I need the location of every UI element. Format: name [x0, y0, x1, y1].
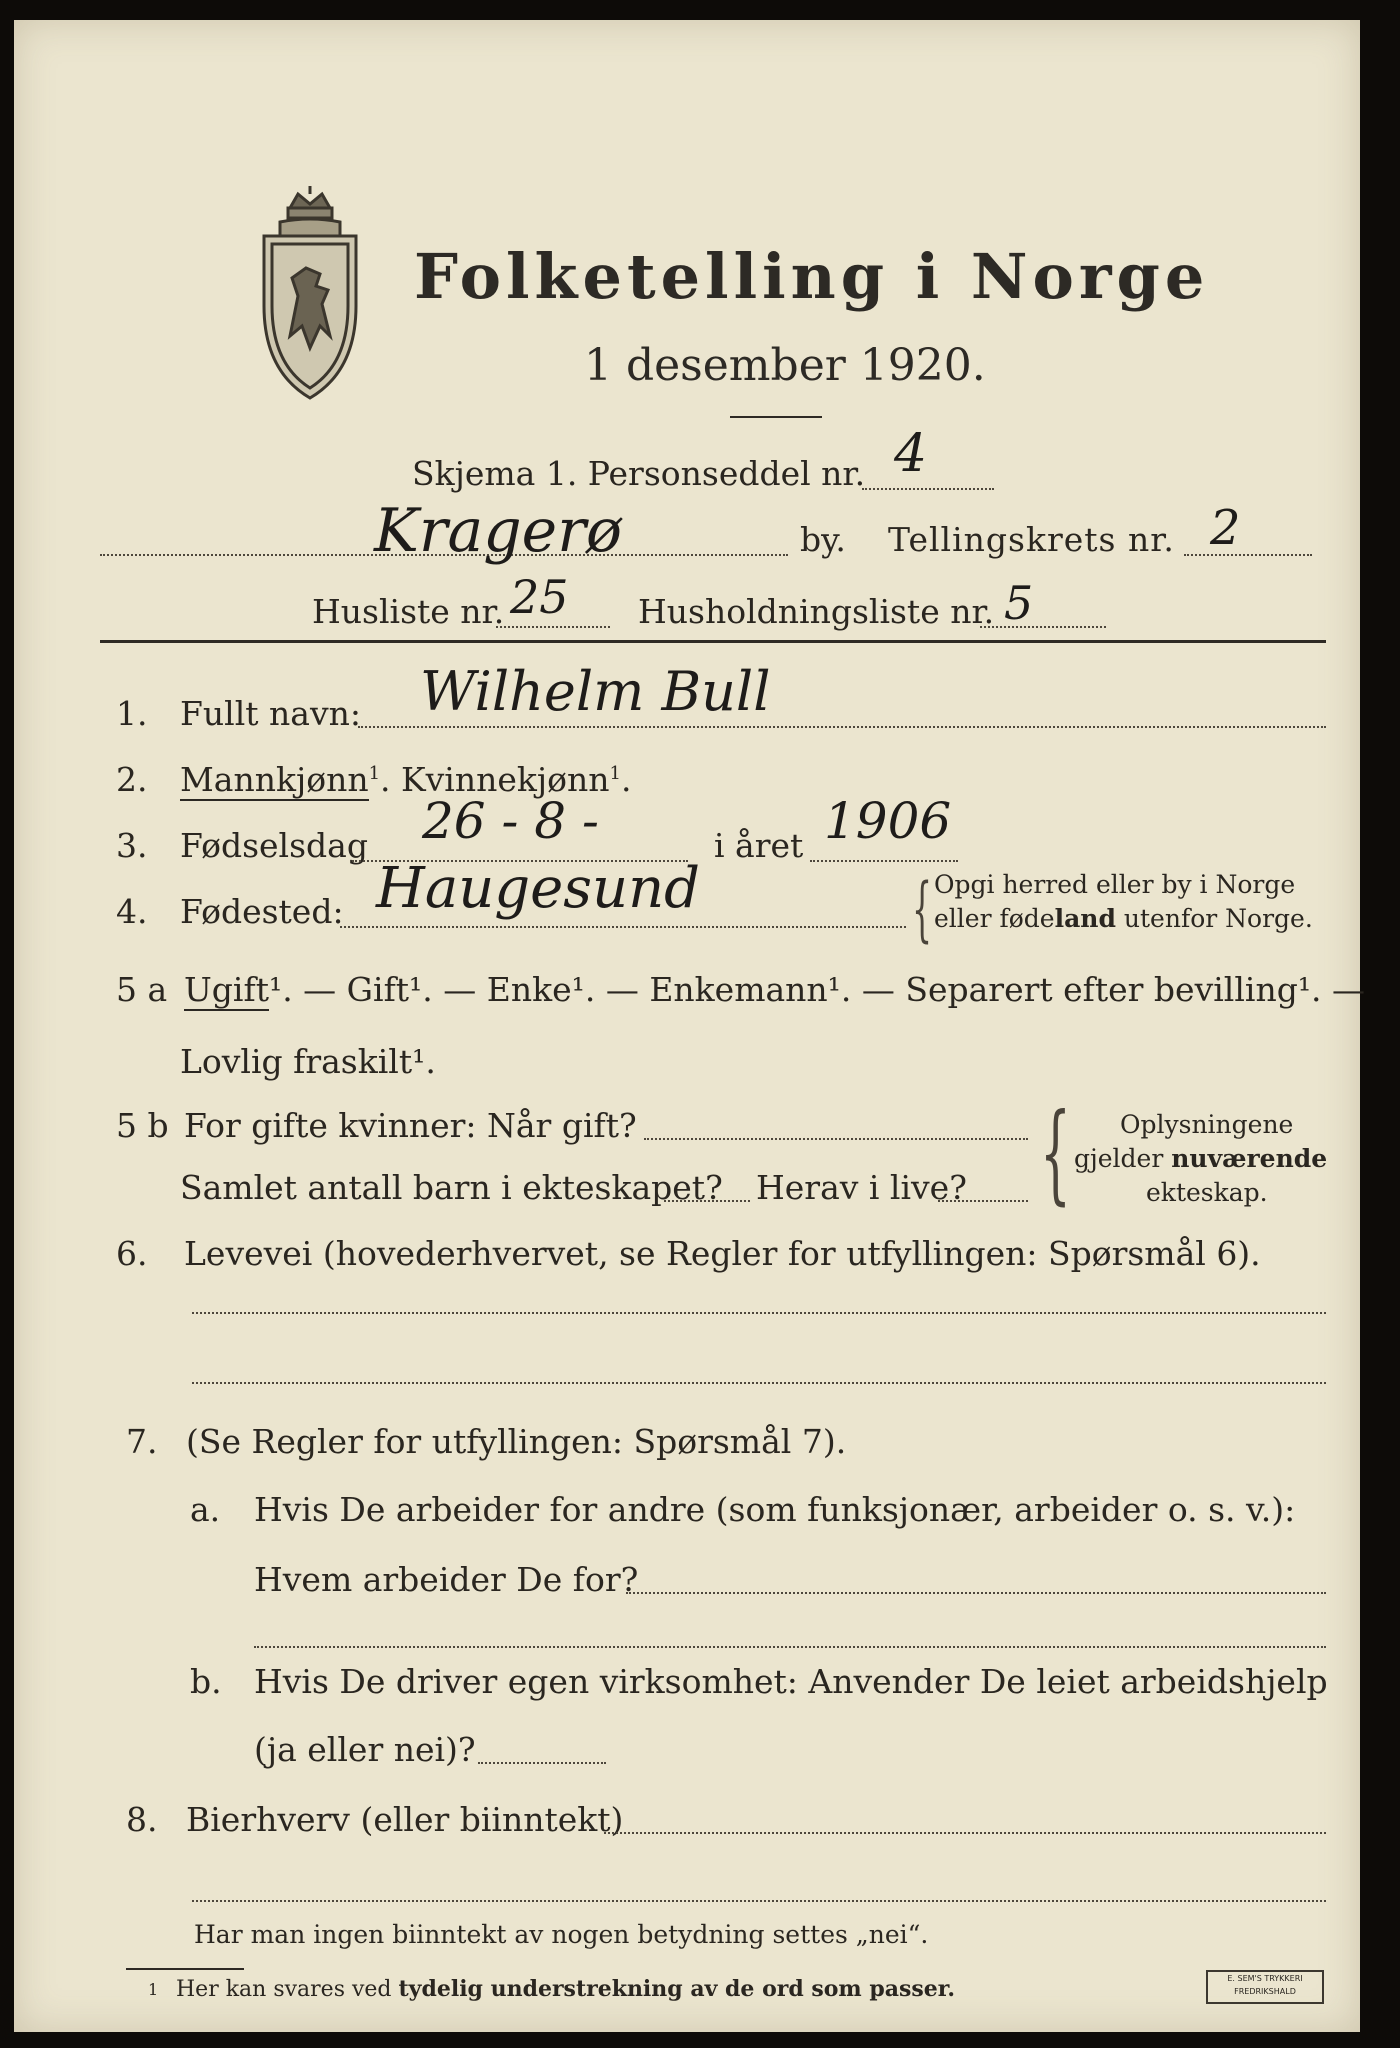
q5b-line2b: Herav i live?: [756, 1168, 967, 1207]
q7-number: 7.: [126, 1422, 158, 1461]
full-name-value: Wilhelm Bull: [420, 660, 771, 723]
q8-label: Bierhverv (eller biinntekt): [186, 1800, 624, 1839]
husholdningsliste-nr-value: 5: [1004, 576, 1034, 630]
printer-stamp: E. SEM'S TRYKKERI FREDRIKSHALD: [1206, 1970, 1324, 2004]
q1-label: Fullt navn:: [180, 694, 361, 733]
footnote-text: Her kan svares ved tydelig understrekning av de ord som passer.: [176, 1976, 956, 2002]
q5a-number: 5 a: [116, 970, 168, 1009]
place-value: Kragerø: [374, 496, 622, 566]
q8-note: Har man ingen biinntekt av nogen betydning settes „nei“.: [194, 1920, 929, 1949]
husliste-label: Husliste nr.: [312, 592, 505, 631]
mannkjonn-option: Mannkjønn: [180, 760, 369, 799]
q5a-options: Ugift¹. — Gift¹. — Enke¹. — Enkemann¹. — Separert efter bevilling¹. —: [184, 970, 1366, 1009]
q5b-line1: For gifte kvinner: Når gift?: [184, 1106, 637, 1145]
q7b-line1: Hvis De driver egen virksomhet: Anvender De leiet arbeidshjelp: [254, 1662, 1328, 1701]
q4-note-line1: Opgi herred eller by i Norge: [934, 870, 1296, 899]
personseddel-nr-value: 4: [894, 424, 928, 484]
norwegian-coat-of-arms-icon: [250, 186, 370, 406]
q7b-line2: (ja eller nei)?: [254, 1730, 476, 1769]
q3-year-label: i året: [714, 826, 804, 865]
header-divider: [100, 640, 1326, 643]
q2-sex-options: Mannkjønn$^1$. Kvinnekjønn$^1$.: [180, 760, 632, 799]
q6-label: Levevei (hovederhvervet, se Regler for utfyllingen: Spørsmål 6).: [184, 1234, 1261, 1273]
q7-label: (Se Regler for utfyllingen: Spørsmål 7).: [186, 1422, 847, 1461]
q5b-note2: gjelder nuværende: [1074, 1144, 1328, 1173]
q7a-answer-line: [254, 1646, 1326, 1648]
q6-answer-line-2: [192, 1382, 1326, 1384]
q8-answer-line: [192, 1900, 1326, 1902]
q5b-note1: Oplysningene: [1120, 1110, 1294, 1139]
by-label: by.: [800, 520, 846, 559]
husliste-nr-value: 25: [510, 570, 569, 624]
ugift-option: Ugift: [184, 970, 269, 1009]
q1-number: 1.: [116, 694, 148, 733]
q6-answer-line-1: [192, 1312, 1326, 1314]
skjema-label: Skjema 1. Personseddel nr.: [412, 454, 866, 493]
q4-note-line2: eller fødeland utenfor Norge.: [934, 904, 1313, 933]
q4-number: 4.: [116, 892, 148, 931]
q5b-note3: ekteskap.: [1146, 1178, 1268, 1207]
q3-number: 3.: [116, 826, 148, 865]
tellingskrets-label: Tellingskrets nr.: [888, 520, 1175, 559]
title-divider: [730, 416, 822, 418]
birthdate-value: 26 - 8 -: [422, 792, 599, 850]
q7a-line2: Hvem arbeider De for?: [254, 1560, 639, 1599]
footnote-rule: [126, 1968, 244, 1970]
q7b-letter: b.: [190, 1662, 222, 1701]
birth-year-value: 1906: [824, 792, 952, 850]
q4-label: Fødested:: [180, 892, 344, 931]
q2-number: 2.: [116, 760, 148, 799]
kvinnekjonn-option: Kvinnekjønn: [401, 760, 610, 799]
form-date: 1 desember 1920.: [584, 340, 986, 391]
q7a-letter: a.: [190, 1490, 221, 1529]
q6-number: 6.: [116, 1234, 148, 1273]
q5b-number: 5 b: [116, 1106, 169, 1145]
tellingskrets-nr-value: 2: [1210, 500, 1241, 556]
q3-label: Fødselsdag: [180, 826, 368, 865]
q8-number: 8.: [126, 1800, 158, 1839]
q7a-line1: Hvis De arbeider for andre (som funksjonær, arbeider o. s. v.):: [254, 1490, 1296, 1529]
q5b-line2a: Samlet antall barn i ekteskapet?: [180, 1168, 723, 1207]
q5a-line2: Lovlig fraskilt¹.: [180, 1042, 436, 1081]
footnote-mark: 1: [148, 1980, 159, 1999]
form-title: Folketelling i Norge: [414, 240, 1210, 313]
birthplace-value: Haugesund: [376, 856, 700, 921]
census-form-page: Folketelling i Norge 1 desember 1920. Skjema 1. Personseddel nr. 4 Kragerø by. Tellingskrets nr. 2 Husliste nr. 25 Husholdningsliste nr. 5 1. Fullt navn: Wilhelm Bull 2. Mannkjønn$^1$. Kvinnekjønn$^1$. 3. Fødselsdag 26 - 8 - i året 1906 4. Fødested: Haugesund { Opgi herred eller by i Norge eller fødeland utenfor Norge. 5 a Ugift¹. — Gift¹. — Enke¹. — Enkemann¹. — Separert efter bevilling¹. — Lovlig fraskilt¹. 5 b For gifte kvinner: Når gift? Samlet antall barn i ekteskapet? Herav i live? { Oplysningene gjelder nuværende ekteskap. 6. Levevei (hovederhvervet, se Regler for utfyllingen: Spørsmål 6). 7. (Se Regler for utfyllingen: Spørsmål 7). a. Hvis De arbeider for andre (som funksjonær, arbeider o. s. v.): Hvem arbeider De for? b. Hvis De driver egen virksomhet: Anvender De leiet arbeidshjelp (ja eller nei)? 8. Bierhverv (eller biinntekt) Har man ingen biinntekt av nogen betydning settes „nei“. 1 Her kan svares ved tydelig understrekning av de ord som passer. E. SEM'S TRYKKERI FREDRIKSHALD: [14, 20, 1360, 2032]
husholdningsliste-label: Husholdningsliste nr.: [638, 592, 995, 631]
